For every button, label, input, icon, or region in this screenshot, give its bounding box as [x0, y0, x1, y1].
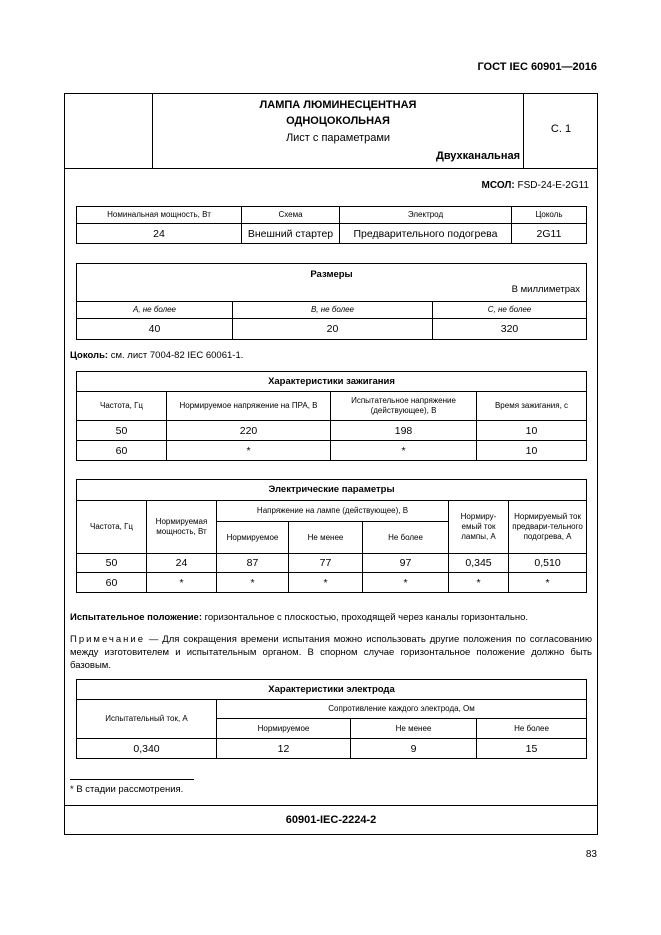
- table-cell: 0,340: [77, 739, 217, 759]
- table-cell: *: [449, 573, 509, 593]
- table-cell: 0,345: [449, 554, 509, 573]
- header-title-1: ЛАМПА ЛЮМИНЕСЦЕНТНАЯ: [259, 99, 417, 111]
- table-cell: 9: [351, 739, 477, 759]
- header-subtitle: Лист с параметрами: [285, 132, 391, 144]
- msol-line: [482, 180, 589, 191]
- electrical-table: [76, 479, 587, 593]
- table-header: С, не более: [433, 302, 587, 319]
- table-cell: 40: [77, 319, 233, 340]
- table-cell: Предварительного подогрева: [340, 224, 512, 244]
- table-header: Не более: [363, 522, 449, 554]
- table-header: А, не более: [77, 302, 233, 319]
- table-cell: *: [147, 573, 217, 593]
- footer-code: 60901-IEC-2224-2: [285, 814, 377, 826]
- table-header: Не менее: [289, 522, 363, 554]
- test-position: [70, 611, 592, 624]
- table-cell: *: [217, 573, 289, 593]
- table-header: Нормируемое напряжение на ПРА, В: [167, 392, 331, 421]
- table-header: Нормиру-емый ток лампы, А: [449, 501, 509, 554]
- footnote: * В стадии рассмотрения.: [70, 784, 184, 795]
- footer-divider: [64, 805, 598, 806]
- cap-line: [70, 349, 243, 362]
- dimensions-title: Размеры: [310, 269, 353, 280]
- note: [70, 633, 592, 672]
- page-number: 83: [585, 849, 597, 860]
- electrical-title: Электрические параметры: [77, 480, 587, 501]
- table-cell: *: [289, 573, 363, 593]
- table-cell: 77: [289, 554, 363, 573]
- table-cell: 97: [363, 554, 449, 573]
- table-cell: 220: [167, 421, 331, 441]
- electrode-table: [76, 679, 587, 759]
- table-cell: 50: [77, 554, 147, 573]
- table-cell: 50: [77, 421, 167, 441]
- ignition-title: Характеристики зажигания: [77, 372, 587, 392]
- header-title-2: ОДНОЦОКОЛЬНАЯ: [286, 115, 390, 127]
- note-text: — Для сокращения времени испытания можно использовать другие положения по согласованию между изготовителем и испытательным органом. В спорном случае горизонтальное положение должно быть базовым.: [70, 634, 592, 671]
- test-position-text: горизонтальное с плоскостью, проходящей через каналы горизонтально.: [204, 612, 529, 623]
- sheet-header: [64, 93, 598, 169]
- table-cell: 87: [217, 554, 289, 573]
- msol-value: FSD-24-E-2G11: [517, 180, 589, 191]
- ignition-table: [76, 371, 587, 461]
- dimensions-unit: В миллиметрах: [511, 284, 581, 295]
- note-label: Примечание: [70, 634, 145, 645]
- cap-label: Цоколь:: [70, 350, 109, 361]
- table-header: Не менее: [351, 719, 477, 739]
- table-header: Схема: [242, 207, 340, 224]
- table-cell: 12: [217, 739, 351, 759]
- table-cell: 15: [477, 739, 587, 759]
- table-cell: 20: [233, 319, 433, 340]
- table-header: Сопротивление каждого электрода, Ом: [217, 700, 587, 719]
- table-cell: 24: [77, 224, 242, 244]
- table-cell: *: [363, 573, 449, 593]
- table-header: Время зажигания, с: [477, 392, 587, 421]
- table-cell: 60: [77, 441, 167, 461]
- table-cell: 198: [331, 421, 477, 441]
- table-header: Напряжение на лампе (действующее), В: [217, 501, 449, 522]
- table-header: Испытательное напряжение (действующее), В: [331, 392, 477, 421]
- table-header: Нормируемое: [217, 522, 289, 554]
- test-position-label: Испытательное положение:: [70, 612, 202, 623]
- table-cell: Внешний стартер: [242, 224, 340, 244]
- footnote-rule: [70, 779, 194, 780]
- electrode-title: Характеристики электрода: [77, 680, 587, 700]
- table-header: Нормируемый ток предвари-тельного подогрева, А: [509, 501, 587, 554]
- dimensions-table: [76, 263, 587, 340]
- msol-label: МСОЛ:: [481, 180, 515, 191]
- standard-number: ГОСТ IEC 60901—2016: [477, 61, 597, 73]
- table-header: Электрод: [340, 207, 512, 224]
- table-header: Цоколь: [512, 207, 587, 224]
- table-cell: *: [167, 441, 331, 461]
- table-cell: 2G11: [512, 224, 587, 244]
- table-cell: 24: [147, 554, 217, 573]
- table-header: Частота, Гц: [77, 501, 147, 554]
- table-cell: 10: [477, 441, 587, 461]
- lamp-basic-table: [76, 206, 587, 244]
- header-type: Двухканальная: [435, 150, 520, 162]
- dimensions-title-cell: [77, 264, 587, 302]
- cap-text: см. лист 7004-82 IEC 60061-1.: [110, 350, 244, 361]
- table-header: Нормируемое: [217, 719, 351, 739]
- table-cell: 320: [433, 319, 587, 340]
- table-cell: 10: [477, 421, 587, 441]
- sheet-number: С. 1: [550, 123, 572, 135]
- table-header: Номинальная мощность, Вт: [77, 207, 242, 224]
- table-cell: 0,510: [509, 554, 587, 573]
- table-cell: *: [331, 441, 477, 461]
- table-header: Частота, Гц: [77, 392, 167, 421]
- table-header: Испытательный ток, А: [77, 700, 217, 739]
- table-header: Нормируемая мощность, Вт: [147, 501, 217, 554]
- table-header: В, не более: [233, 302, 433, 319]
- table-cell: 60: [77, 573, 147, 593]
- table-header: Не более: [477, 719, 587, 739]
- table-cell: *: [509, 573, 587, 593]
